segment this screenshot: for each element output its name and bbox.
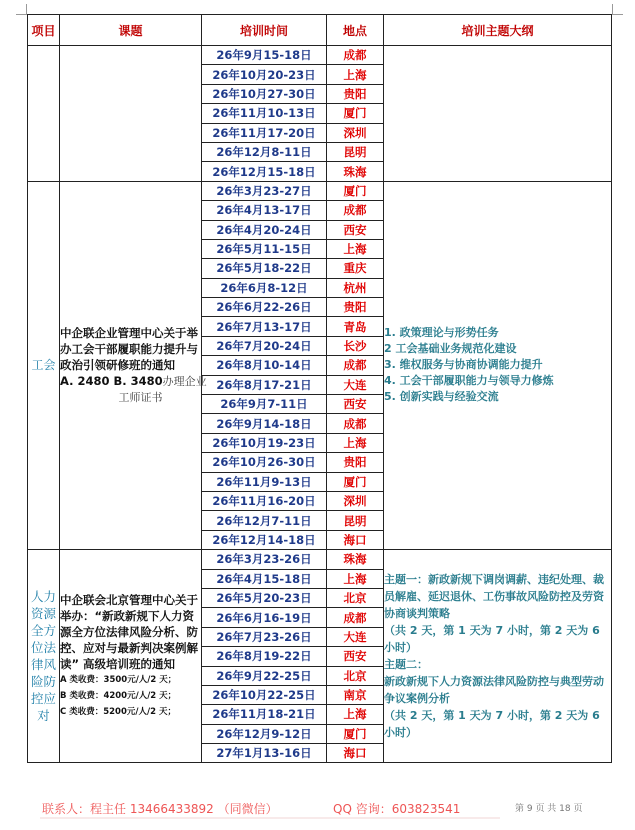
session-date: 26年12月7-11日 [202,511,327,530]
session-date: 26年6月16-19日 [202,608,327,627]
session-date: 26年10月20-23日 [202,65,327,84]
header-project: 项目 [28,15,60,46]
session-date: 26年7月23-26日 [202,627,327,646]
session-date: 26年9月15-18日 [202,46,327,65]
session-date: 26年8月10-14日 [202,356,327,375]
session-date: 26年11月18-21日 [202,705,327,724]
session-city: 厦门 [327,104,384,123]
session-date: 26年8月17-21日 [202,375,327,394]
section1-topic-cell [60,46,202,182]
session-date: 26年4月20-24日 [202,220,327,239]
session-date: 26年6月22-26日 [202,298,327,317]
header-topic: 课题 [60,15,202,46]
session-city: 西安 [327,220,384,239]
session-date: 26年11月10-13日 [202,104,327,123]
session-city: 厦门 [327,724,384,743]
section3-fee-b: B 类收费：4200元/人/2 天； [60,691,177,702]
outline-item: 2 工会基础业务规范化建设 [384,342,517,356]
session-city: 青岛 [327,317,384,336]
table-body [28,46,612,763]
session-date: 26年9月7-11日 [202,395,327,414]
session-city: 北京 [327,666,384,685]
session-city: 杭州 [327,278,384,297]
section2-project: 工会 [28,181,60,549]
session-date: 26年9月22-25日 [202,666,327,685]
session-city: 上海 [327,569,384,588]
table-row [28,550,612,569]
outline-item: （共 2 天，第 1 天为 7 小时，第 2 天为 6 小时） [384,624,600,655]
session-city: 上海 [327,433,384,452]
table-row [28,181,612,200]
session-date: 26年10月27-30日 [202,84,327,103]
session-city: 珠海 [327,162,384,181]
session-city: 成都 [327,414,384,433]
section3-topic-title: 中企联会北京管理中心关于举办：“新政新规下人力资源全方位法律风险分析、防控、应对与最新判决案例解读” 高级培训班的通知 [60,593,198,672]
session-city: 贵阳 [327,84,384,103]
outline-item: 主题二： [384,658,428,672]
session-date: 26年5月20-23日 [202,588,327,607]
footer-contact: 联系人：程主任 13466433892 （同微信） [42,802,278,816]
outline-item: 3. 维权服务与协商协调能力提升 [384,358,543,372]
session-city: 上海 [327,705,384,724]
section3-outline [384,550,612,763]
section3-project: 人力资源全方位法律风险防控应对 [28,550,60,763]
footer-qq: QQ 咨询：603823541 [333,802,461,816]
outline-item: 1. 政策理论与形势任务 [384,326,499,340]
session-city: 南京 [327,685,384,704]
header-time: 培训时间 [202,15,327,46]
session-date: 26年5月11-15日 [202,239,327,258]
outline-item: 4. 工会干部履职能力与领导力修炼 [384,374,554,388]
session-city: 厦门 [327,181,384,200]
session-city: 大连 [327,627,384,646]
session-date: 26年12月15-18日 [202,162,327,181]
session-date: 26年6月8-12日 [202,278,327,297]
session-date: 26年3月23-26日 [202,550,327,569]
section1-project-cell [28,46,60,182]
session-city: 上海 [327,239,384,258]
session-city: 上海 [327,65,384,84]
section1-outline-cell [384,46,612,182]
session-date: 26年10月26-30日 [202,453,327,472]
table-row [28,46,612,65]
session-date: 26年11月17-20日 [202,123,327,142]
session-city: 大连 [327,375,384,394]
session-city: 深圳 [327,123,384,142]
section3-fee-a: A 类收费：3500元/人/2 天； [60,675,177,686]
session-date: 26年4月15-18日 [202,569,327,588]
session-date: 26年7月13-17日 [202,317,327,336]
session-city: 西安 [327,395,384,414]
session-date: 26年10月22-25日 [202,685,327,704]
session-date: 26年11月9-13日 [202,472,327,491]
session-date: 26年12月14-18日 [202,530,327,549]
training-schedule-table [27,14,612,763]
section3-topic-cell [60,550,202,763]
corner-mark-top-right [612,4,623,15]
session-city: 成都 [327,201,384,220]
session-date: 26年12月9-12日 [202,724,327,743]
session-city: 深圳 [327,491,384,510]
outline-item: 5. 创新实践与经验交流 [384,390,499,404]
session-date: 26年7月20-24日 [202,336,327,355]
section2-topic-cell [60,181,207,549]
session-date: 26年8月19-22日 [202,647,327,666]
table-header-row [28,15,612,46]
outline-item: 主题一：新政新规下调岗调薪、违纪处理、裁员解雇、延迟退休、工伤事故风险防控及劳资协商谈判策略 [384,573,604,621]
session-city: 昆明 [327,142,384,161]
section2-cert-line1: 办理企业 [162,374,207,388]
header-outline: 培训主题大纲 [384,15,612,46]
section2-fee-text: A. 2480 B. 3480 [60,373,163,388]
session-city: 厦门 [327,472,384,491]
session-city: 贵阳 [327,298,384,317]
corner-mark-top-left [16,4,27,15]
session-date: 26年11月16-20日 [202,491,327,510]
session-city: 成都 [327,46,384,65]
section3-fee-c: C 类收费：5200元/人/2 天； [60,707,176,718]
section2-outline [384,181,612,549]
session-date: 26年9月14-18日 [202,414,327,433]
session-date: 26年10月19-23日 [202,433,327,452]
outline-item: （共 2 天，第 1 天为 7 小时，第 2 天为 6 小时） [384,709,600,740]
section2-topic-title: 中企联企业管理中心关于举办工会干部履职能力提升与政治引领研修班的通知 [60,325,198,372]
session-city: 昆明 [327,511,384,530]
session-date: 26年4月13-17日 [202,201,327,220]
session-date: 26年3月23-27日 [202,181,327,200]
page-number: 第 9 页 共 18 页 [515,804,583,814]
session-city: 海口 [327,744,384,763]
session-city: 北京 [327,588,384,607]
session-city: 成都 [327,356,384,375]
session-date: 27年1月13-16日 [202,744,327,763]
session-city: 成都 [327,608,384,627]
session-date: 26年12月8-11日 [202,142,327,161]
session-city: 珠海 [327,550,384,569]
outline-item: 新政新规下人力资源法律风险防控与典型劳动争议案例分析 [384,675,604,706]
session-city: 海口 [327,530,384,549]
session-city: 重庆 [327,259,384,278]
section2-fee [60,373,207,390]
session-city: 贵阳 [327,453,384,472]
header-place: 地点 [327,15,384,46]
section2-cert-line2: 工师证书 [118,390,163,404]
session-city: 西安 [327,647,384,666]
session-city: 长沙 [327,336,384,355]
session-date: 26年5月18-22日 [202,259,327,278]
